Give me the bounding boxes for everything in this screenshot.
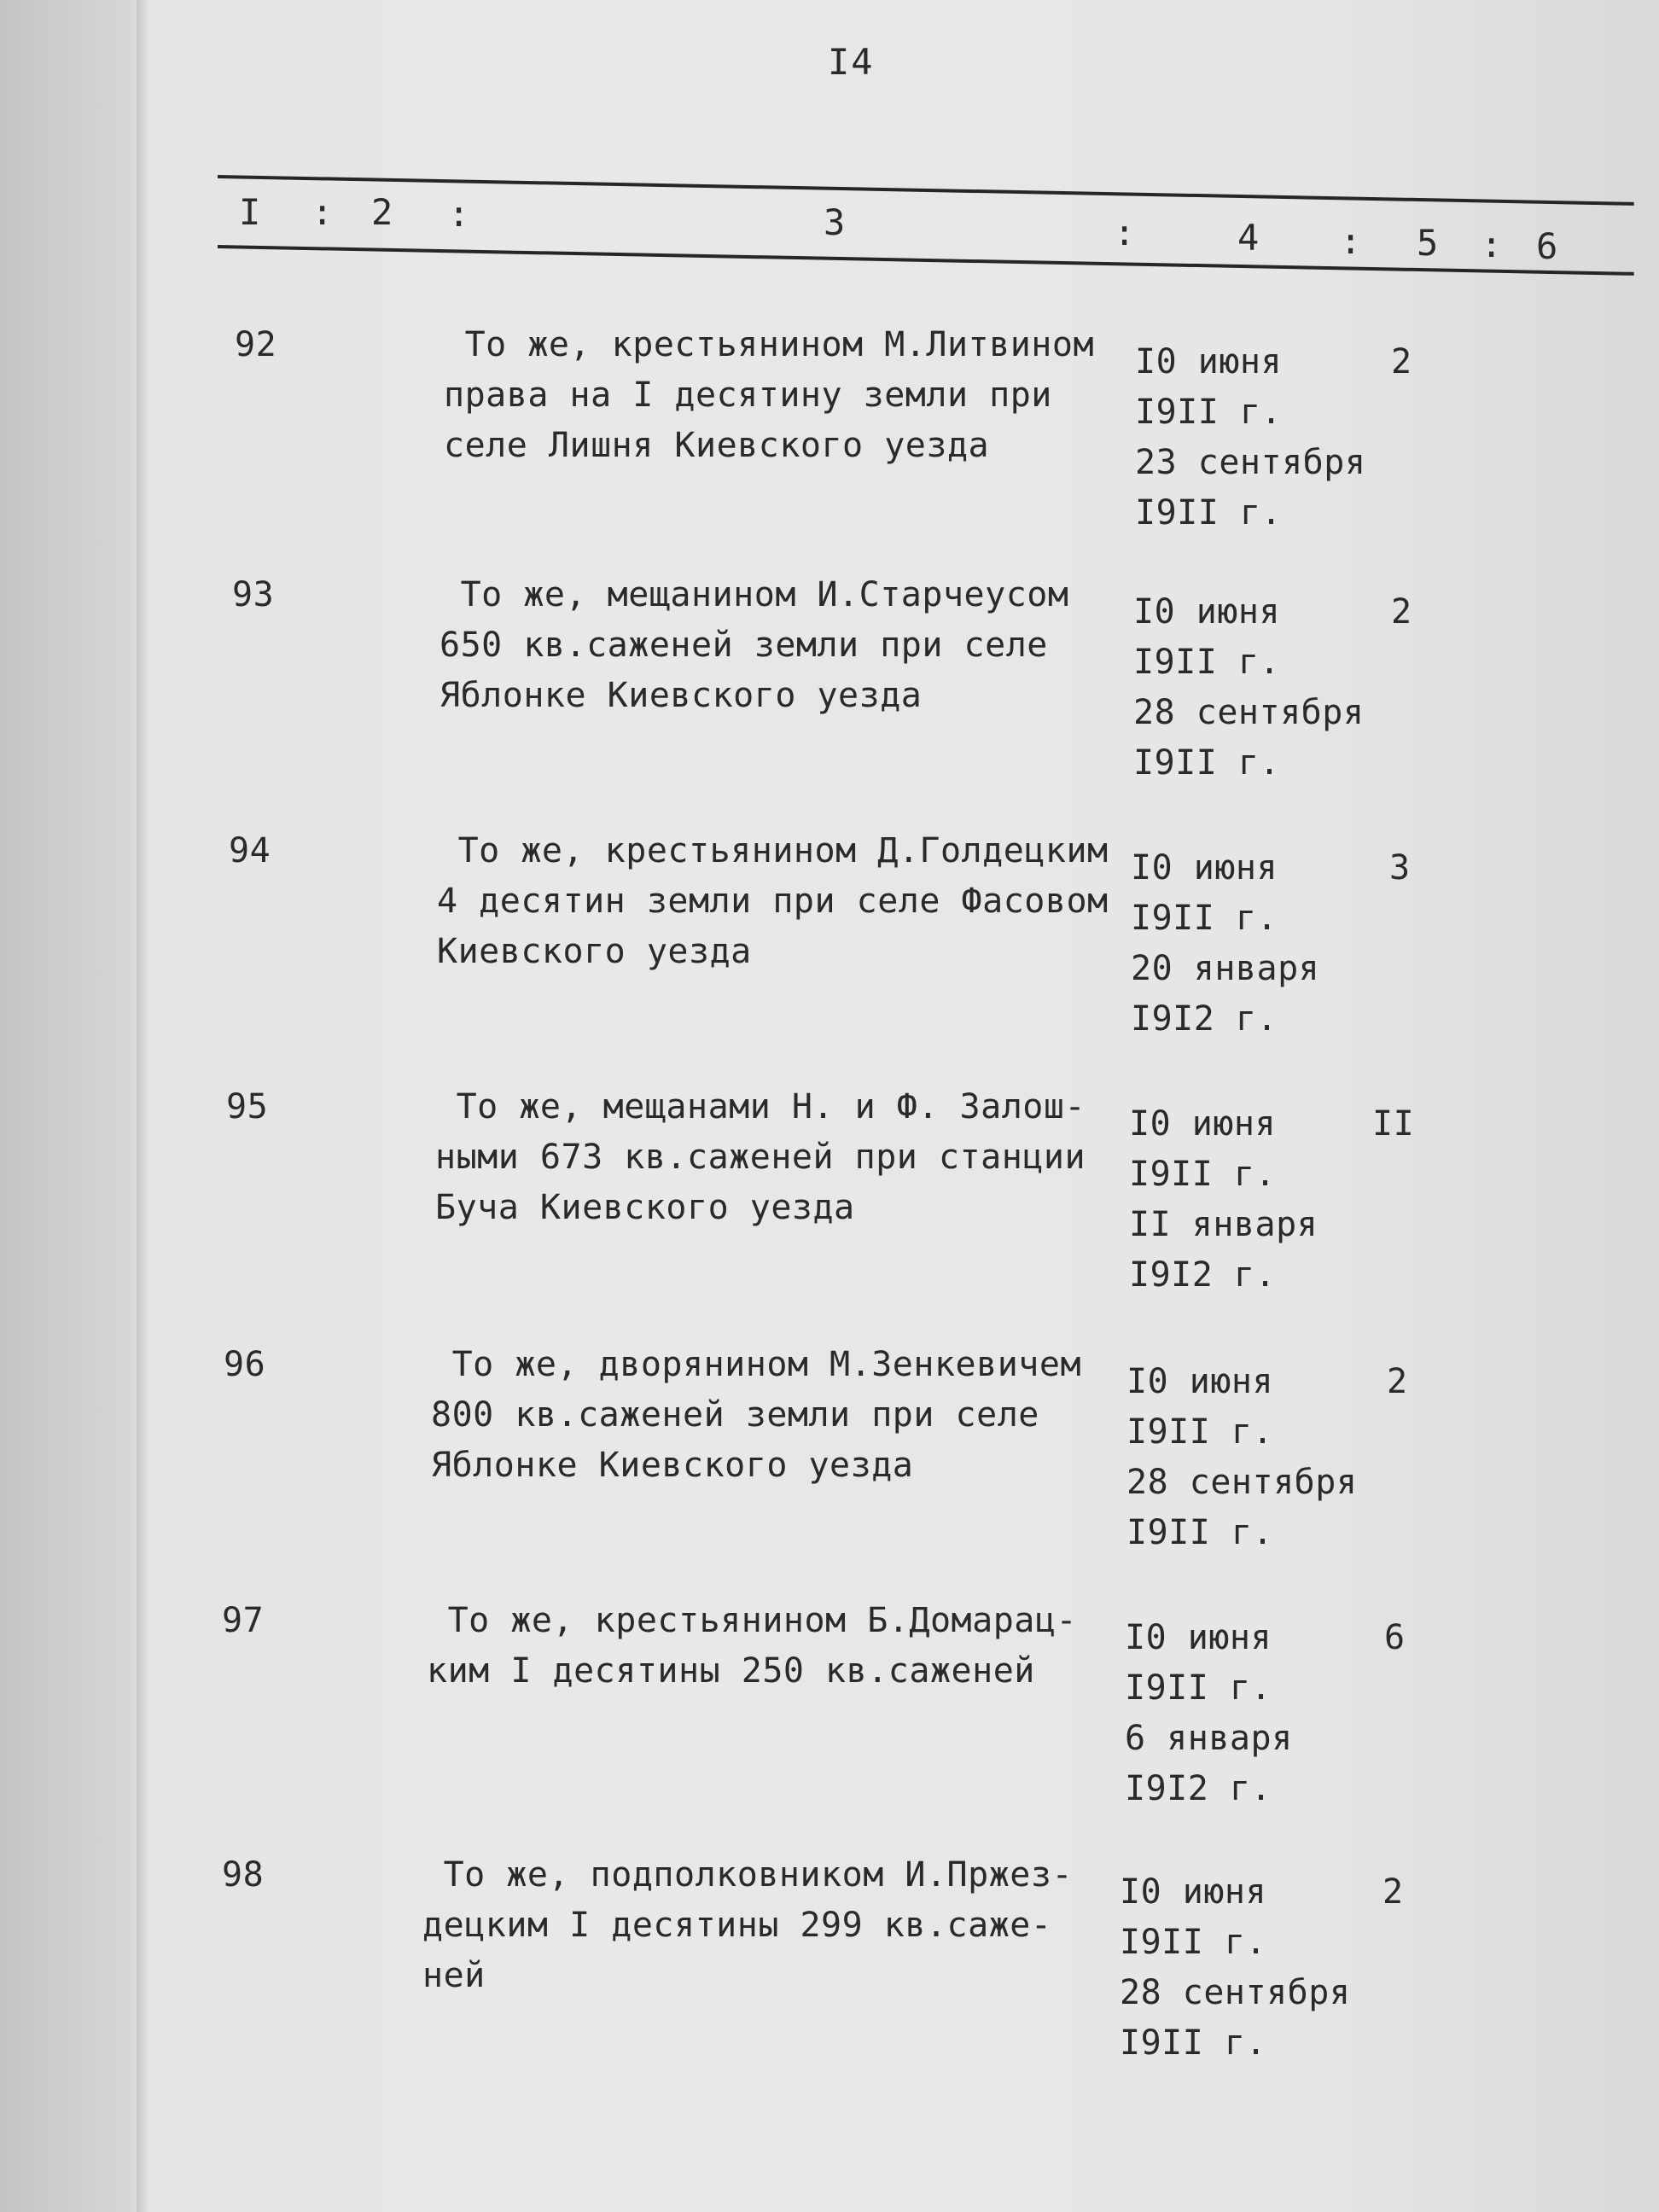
column-separator: : [1481,224,1503,265]
row-sheet-count: II [1372,1104,1415,1144]
table-row [0,320,1659,576]
column-4-number: 4 [1237,217,1260,259]
row-description: То же, крестьянином М.Литвином права на I десятину земли при селе Лишня Киевского уезда [444,325,1095,465]
row-sheet-count: 2 [1391,342,1412,381]
row-description: То же, подполковником И.Пржез- децким I десятины 299 кв.саже- ней [422,1855,1074,1995]
row-dates: I0 июня I9II г. 6 января I9I2 г. [1125,1618,1293,1808]
row-sheet-count: 2 [1387,1362,1408,1401]
row-dates: I0 июня I9II г. 23 сентября I9II г. [1135,342,1366,533]
header-top-rule [218,175,1634,206]
table-row [0,1082,1659,1338]
column-separator: : [311,191,334,233]
row-number: 96 [224,1345,266,1384]
table-row [0,1596,1659,1852]
row-number: 94 [229,831,271,870]
row-dates: I0 июня I9II г. 20 января I9I2 г. [1131,848,1320,1039]
row-number: 95 [226,1087,269,1126]
row-description: То же, мещанином И.Старчеусом 650 кв.саженей земли при селе Яблонке Киевского уезда [439,575,1069,715]
row-dates: I0 июня I9II г. II января I9I2 г. [1129,1104,1318,1295]
column-1-number: I [239,191,261,233]
row-sheet-count: 2 [1391,592,1412,632]
row-sheet-count: 6 [1384,1618,1406,1657]
table-row [0,570,1659,826]
column-separator: : [448,193,470,235]
row-description: То же, дворянином М.Зенкевичем 800 кв.саженей земли при селе Яблонке Киевского уезда [431,1345,1082,1485]
column-separator: : [1340,220,1362,262]
row-description: То же, мещанами Н. и Ф. Залош- ными 673 кв.саженей при станции Буча Киевского уезда [435,1087,1086,1227]
row-sheet-count: 2 [1382,1872,1404,1912]
row-dates: I0 июня I9II г. 28 сентября I9II г. [1120,1872,1351,2063]
row-number: 97 [222,1601,265,1640]
row-number: 98 [222,1855,265,1895]
row-description: То же, крестьянином Б.Домарац- ким I десятины 250 кв.саженей [427,1601,1078,1691]
table-row [0,1850,1659,2106]
page-number: I4 [828,41,875,83]
column-2-number: 2 [371,191,393,233]
column-separator: : [1114,212,1136,253]
row-number: 93 [232,575,275,614]
column-5-number: 5 [1417,222,1439,264]
row-number: 92 [235,325,277,364]
row-dates: I0 июня I9II г. 28 сентября I9II г. [1133,592,1365,783]
table-row [0,1340,1659,1596]
column-3-number: 3 [824,201,846,243]
row-dates: I0 июня I9II г. 28 сентября I9II г. [1126,1362,1358,1552]
table-row [0,826,1659,1082]
column-6-number: 6 [1536,225,1558,267]
row-description: То же, крестьянином Д.Голдецким 4 десятин земли при селе Фасовом Киевского уезда [437,831,1109,971]
row-sheet-count: 3 [1389,848,1411,888]
